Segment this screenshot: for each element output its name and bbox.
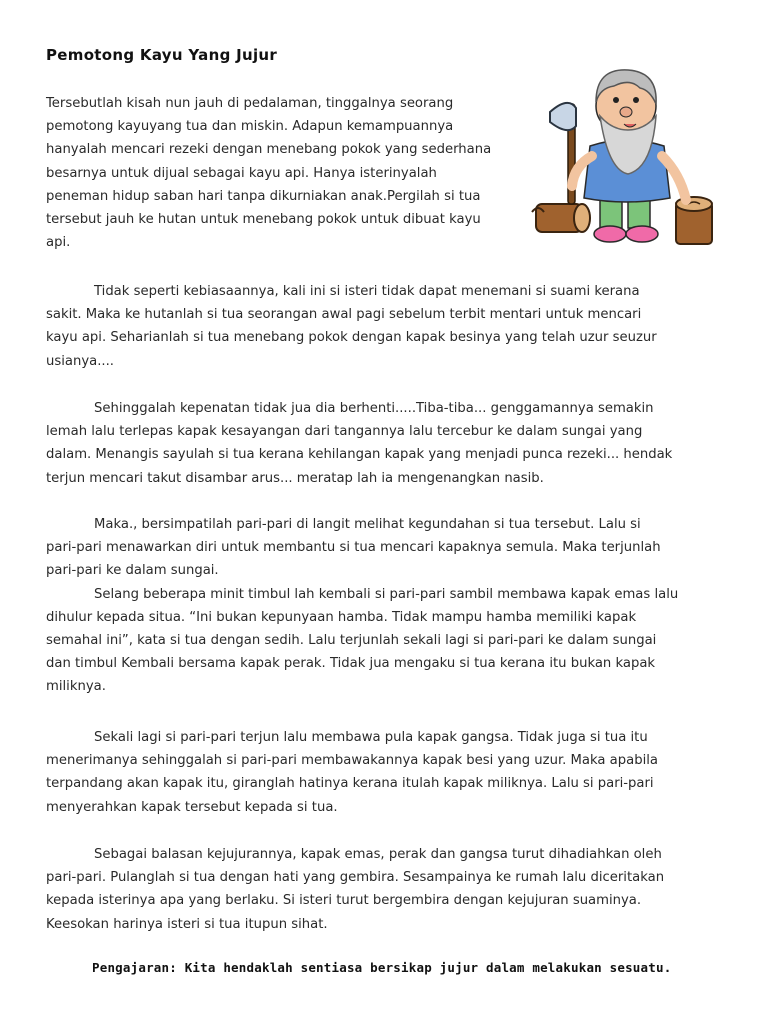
text-line: dihulur kepada situa. “Ini bukan kepunyaan hamba. Tidak mampu hamba memiliki kapak — [46, 609, 637, 625]
text-line: terjun mencari takut disambar arus... meratap lah ia mengenangkan nasib. — [46, 470, 544, 486]
text-line: kepada isterinya apa yang berlaku. Si isteri turut bergembira dengan kejujuran suaminya. — [46, 893, 642, 909]
paragraph-4 — [46, 513, 710, 699]
text-line: pari-pari menawarkan diri untuk membantu si tua mencari kapaknya semula. Maka terjunlah — [46, 540, 661, 556]
text-line: Maka., bersimpatilah pari-pari di langit melihat kegundahan si tua tersebut. Lalu si — [94, 517, 641, 532]
text-line: peneman hidup saban hari tanpa dikurniakan anak.Pergilah si tua — [46, 188, 481, 204]
text-line: sakit. Maka ke hutanlah si tua seorangan awal pagi sebelum terbit mentari untuk mencari — [46, 307, 642, 323]
text-line: Sekali lagi si pari-pari terjun lalu membawa pula kapak gangsa. Tidak juga si tua itu — [94, 730, 648, 745]
text-line: terpandang akan kapak itu, giranglah hatinya kerana itulah kapak miliknya. Lalu si pari-pari — [46, 776, 654, 792]
text-line: Sebagai balasan kejujurannya, kapak emas, perak dan gangsa turut dihadiahkan oleh — [94, 847, 662, 862]
text-line: semahal ini”, kata si tua dengan sedih. Lalu terjunlah sekali lagi si pari-pari ke dalam sungai — [46, 633, 657, 649]
paragraph-2 — [46, 280, 710, 373]
text-line: tersebut jauh ke hutan untuk menebang pokok untuk dibuat kayu — [46, 212, 481, 228]
paragraph-3 — [46, 397, 710, 490]
text-line: dan timbul Kembali bersama kapak perak. Tidak jua mengaku si tua kerana itu bukan kapak — [46, 656, 656, 672]
text-line: Tersebutlah kisah nun jauh di pedalaman, tinggalnya seorang — [46, 96, 454, 111]
text-line: Sehinggalah kepenatan tidak jua dia berhenti.....Tiba-tiba... genggamannya semakin — [94, 401, 654, 416]
text-line: menyerahkan kapak tersebut kepada si tua. — [46, 799, 338, 815]
text-line: api. — [46, 235, 71, 251]
text-line: besarnya untuk dijual sebagai kayu api. Hanya isterinyalah — [46, 165, 437, 181]
text-line: miliknya. — [46, 679, 106, 695]
text-line: Tidak seperti kebiasaannya, kali ini si isteri tidak dapat menemani si suami kerana — [94, 284, 640, 299]
paragraph-5 — [46, 726, 710, 819]
moral-lesson: Pengajaran: Kita hendaklah sentiasa bersikap jujur dalam melakukan sesuatu. — [92, 960, 672, 975]
story-title: Pemotong Kayu Yang Jujur — [46, 46, 278, 64]
text-line: pari-pari. Pulanglah si tua dengan hati yang gembira. Sesampainya ke rumah lalu diceritakan — [46, 870, 665, 886]
text-line: kayu api. Seharianlah si tua menebang pokok dengan kapak besinya yang telah uzur seuzur — [46, 330, 657, 346]
paragraph-6 — [46, 843, 710, 936]
text-line: dalam. Menangis sayulah si tua kerana kehilangan kapak yang menjadi punca rezeki... hendak — [46, 447, 673, 463]
text-line: usianya.... — [46, 353, 114, 369]
paragraph-1 — [46, 92, 710, 254]
text-line: pemotong kayuyang tua dan miskin. Adapun kemampuannya — [46, 119, 454, 135]
text-line: pari-pari ke dalam sungai. — [46, 563, 219, 579]
text-line: lemah lalu terlepas kapak kesayangan dari tangannya lalu tercebur ke dalam sungai yang — [46, 424, 643, 440]
text-line: menerimanya sehinggalah si pari-pari membawakannya kapak besi yang uzur. Maka apabila — [46, 753, 658, 769]
text-line: Keesokan harinya isteri si tua itupun sihat. — [46, 916, 328, 932]
text-line: hanyalah mencari rezeki dengan menebang pokok yang sederhana — [46, 142, 492, 158]
text-line: Selang beberapa minit timbul lah kembali si pari-pari sambil membawa kapak emas lalu — [94, 586, 679, 602]
